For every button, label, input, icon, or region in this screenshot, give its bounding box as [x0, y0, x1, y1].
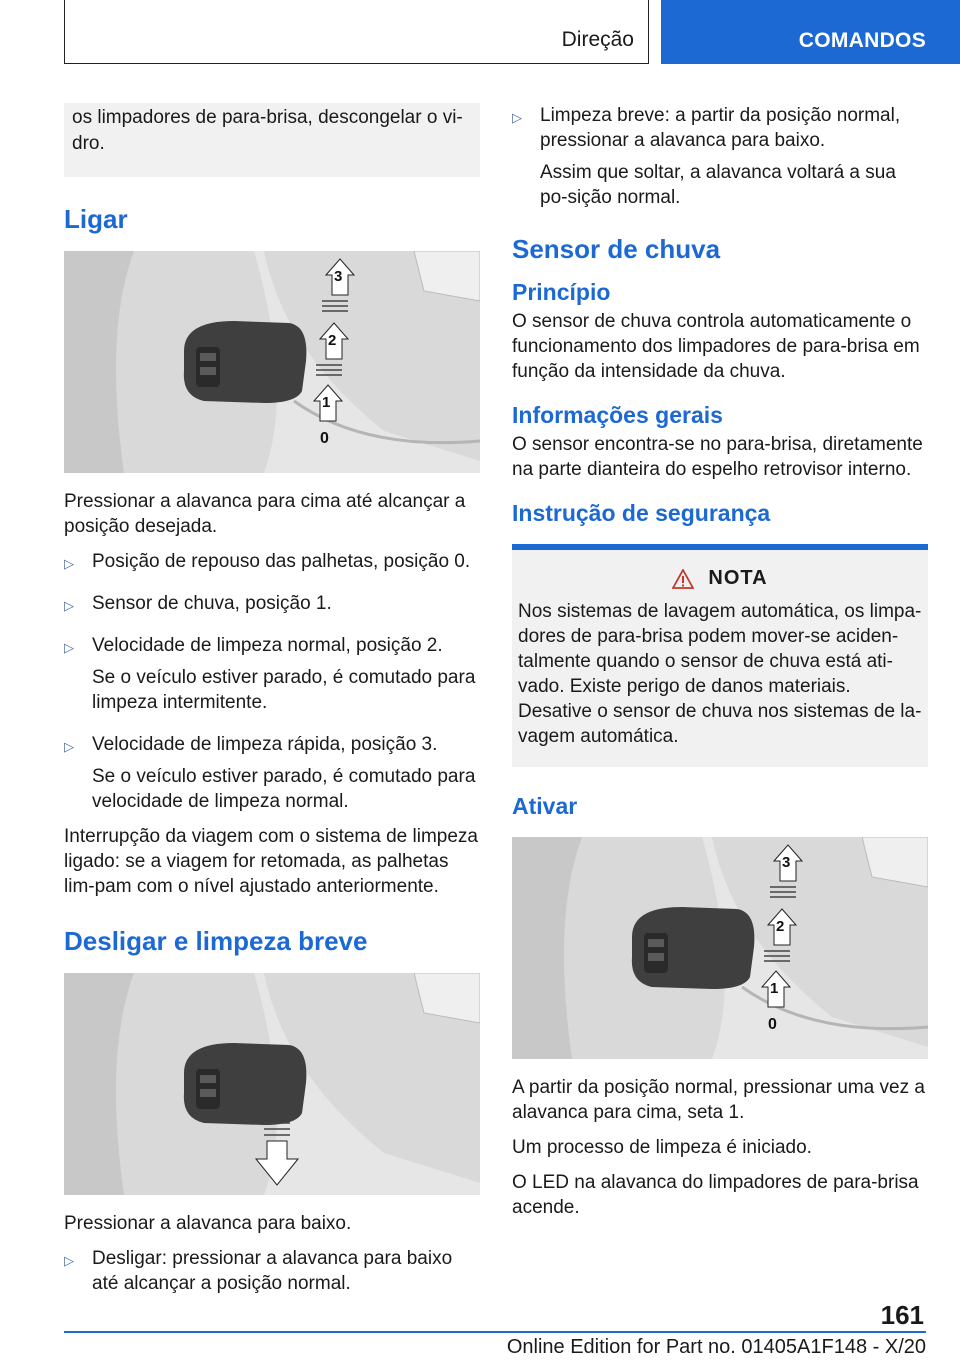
list-item-subtext: Se o veículo estiver parado, é comutado para velocidade de limpeza normal.: [92, 766, 476, 812]
chapter-tab-label: COMANDOS: [798, 29, 926, 52]
figure-lever-up: [64, 251, 480, 473]
triangle-bullet-icon: ▷: [64, 739, 74, 754]
heading-seguranca: Instrução de segurança: [512, 500, 771, 526]
header-section-title: Direção: [561, 28, 634, 51]
left-column: [64, 103, 480, 1313]
list-item-text: Posição de repouso das palhetas, posição 0.: [92, 551, 471, 572]
fig-label-2: 2: [776, 918, 785, 935]
info-text: O sensor encontra-se no para-brisa, diretamente na parte dianteira do espelho retrovisor interno.: [512, 434, 923, 480]
list-item: [64, 633, 480, 722]
desligar-intro: Pressionar a alavanca para baixo.: [64, 1213, 352, 1234]
lever-activate-illustration: [512, 837, 928, 1059]
ligar-intro: Pressionar a alavanca para cima até alcançar a posição desejada.: [64, 491, 466, 537]
fig-label-3: 3: [334, 268, 343, 285]
fig-label-0: 0: [320, 430, 329, 447]
interrupt-text: Interrupção da viagem com o sistema de limpeza ligado: se a viagem for retomada, as palhetas lim-pam com o nível ajustado anteriormente.: [64, 826, 478, 897]
warning-text: Nos sistemas de lavagem automática, os limpa-dores de para-brisa podem mover-se aciden-talmente quando o sensor de chuva está ati-vado. Existe perigo de danos materiais. Desative o sensor de chuva nos sistemas de la-vagem automática.: [518, 601, 922, 747]
triangle-bullet-icon: ▷: [64, 1253, 74, 1268]
principio-text: O sensor de chuva controla automaticamente o funcionamento dos limpadores de para-brisa em função da intensidade da chuva.: [512, 311, 920, 382]
lever-down-illustration: [64, 973, 480, 1195]
heading-principio: Princípio: [512, 279, 611, 305]
list-item-subtext: Assim que soltar, a alavanca voltará a sua po-sição normal.: [540, 162, 896, 208]
figure-lever-down: [64, 973, 480, 1195]
continued-note: os limpadores de para-brisa, descongelar o vi-dro.: [64, 103, 480, 177]
triangle-bullet-icon: ▷: [64, 556, 74, 571]
triangle-bullet-icon: ▷: [64, 640, 74, 655]
heading-informacoes: Informações gerais: [512, 402, 723, 428]
ativar-text-2: Um processo de limpeza é iniciado.: [512, 1137, 812, 1158]
list-item-text: Limpeza breve: a partir da posição normal, pressionar a alavanca para baixo.: [540, 105, 901, 151]
lever-up-illustration: [64, 251, 480, 473]
list-item: [64, 732, 480, 814]
heading-ativar: Ativar: [512, 793, 578, 819]
list-item: [64, 591, 480, 623]
fig-label-3: 3: [782, 854, 791, 871]
list-item: [64, 1246, 480, 1303]
list-item: [64, 549, 480, 581]
list-item-text: Sensor de chuva, posição 1.: [92, 593, 332, 614]
page-number: 161: [880, 1300, 924, 1330]
ativar-text-1: A partir da posição normal, pressionar uma vez a alavanca para cima, seta 1.: [512, 1077, 925, 1123]
list-item-text: Velocidade de limpeza normal, posição 2.: [92, 635, 443, 656]
chapter-tab[interactable]: [661, 0, 960, 64]
warning-triangle-icon: [672, 569, 694, 589]
fig-label-2: 2: [328, 332, 337, 349]
heading-desligar: Desligar e limpeza breve: [64, 926, 368, 956]
right-column: [512, 103, 928, 1230]
triangle-bullet-icon: ▷: [64, 598, 74, 613]
warning-title: [518, 566, 922, 591]
fig-label-1: 1: [770, 980, 779, 997]
warning-title-text: NOTA: [708, 567, 768, 589]
heading-ligar: Ligar: [64, 204, 128, 234]
footer-divider: [64, 1331, 926, 1333]
footer-edition: Online Edition for Part no. 01405A1F148 - X/20: [506, 1336, 926, 1358]
list-item-text: Desligar: pressionar a alavanca para baixo até alcançar a posição normal.: [92, 1248, 453, 1294]
list-item: [512, 103, 928, 217]
fig-label-1: 1: [322, 394, 331, 411]
ativar-text-3: O LED na alavanca do limpadores de para-brisa acende.: [512, 1172, 919, 1218]
header-section-box: [64, 0, 649, 64]
triangle-bullet-icon: ▷: [512, 110, 522, 125]
fig-label-0: 0: [768, 1016, 777, 1033]
warning-box: [512, 550, 928, 767]
list-item-subtext: Se o veículo estiver parado, é comutado para limpeza intermitente.: [92, 667, 476, 713]
figure-lever-activate: [512, 837, 928, 1059]
list-item-text: Velocidade de limpeza rápida, posição 3.: [92, 734, 438, 755]
heading-sensor-chuva: Sensor de chuva: [512, 234, 721, 264]
